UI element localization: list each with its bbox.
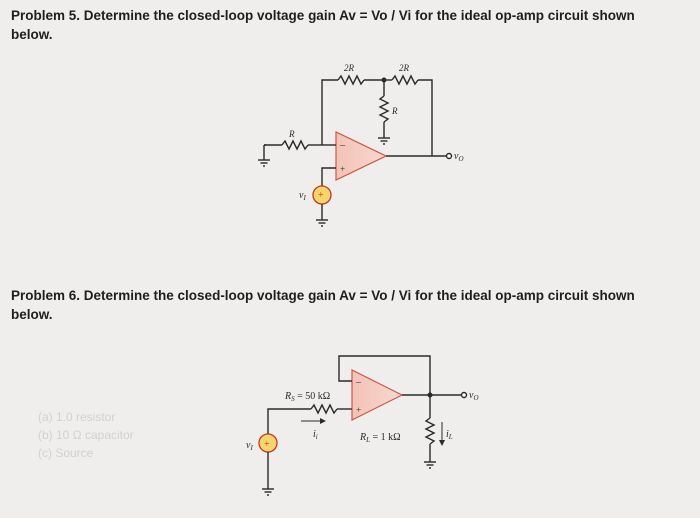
p5-resistor-shunt — [380, 96, 388, 122]
p6-source-plus: + — [264, 439, 270, 450]
problem-5-circuit — [258, 76, 452, 226]
p5-resistor-input — [282, 141, 308, 149]
p5-opamp-minus: – — [340, 140, 345, 151]
p5-label-r-shunt: R — [392, 106, 398, 116]
p5-output-terminal — [447, 154, 452, 159]
problem-6-line-1: Problem 6. Determine the closed-loop voltage gain Av = Vo / Vi for the ideal op-amp circuit shown — [11, 288, 635, 303]
p5-labels — [288, 63, 464, 202]
bleed-through-text-c: (c) Source — [38, 446, 94, 460]
p6-label-vi: $v_I$ — [246, 440, 253, 452]
p6-label-vo: $v_O$ — [469, 390, 479, 402]
bleed-through-text-a: (a) 1.0 resistor — [38, 410, 116, 424]
problem-6-line-2: below. — [11, 307, 53, 322]
p6-resistor-rs — [311, 405, 337, 413]
bleed-through-text-b: (b) 10 Ω capacitor — [38, 428, 134, 442]
problem-5-line-2: below. — [11, 27, 53, 42]
p5-label-r-input: R — [289, 129, 295, 139]
p5-source-plus: + — [318, 190, 324, 201]
p5-label-2r-1: 2R — [344, 63, 354, 73]
p5-resistor-2r-2 — [392, 76, 418, 84]
p5-label-vo: $v_O$ — [454, 151, 464, 163]
p6-output-terminal — [462, 393, 467, 398]
p6-label-rs: $R_S = 50$ kΩ — [285, 391, 331, 403]
p6-opamp-minus: – — [356, 377, 361, 388]
p6-label-ii: $i_i$ — [313, 429, 318, 441]
p6-label-il: $i_L$ — [446, 429, 453, 441]
p6-label-rl: $R_L = 1$ kΩ — [360, 432, 401, 444]
problem-5-line-1: Problem 5. Determine the closed-loop voltage gain Av = Vo / Vi for the ideal op-amp circuit shown — [11, 8, 635, 23]
p5-label-vi: $v_I$ — [299, 190, 306, 202]
p5-opamp-plus: + — [340, 164, 346, 174]
p5-resistor-2r-1 — [338, 76, 364, 84]
p6-load-resistor — [426, 418, 434, 444]
p5-label-2r-2: 2R — [399, 63, 409, 73]
p6-opamp-plus: + — [356, 405, 362, 415]
problem-6-circuit — [259, 356, 467, 495]
